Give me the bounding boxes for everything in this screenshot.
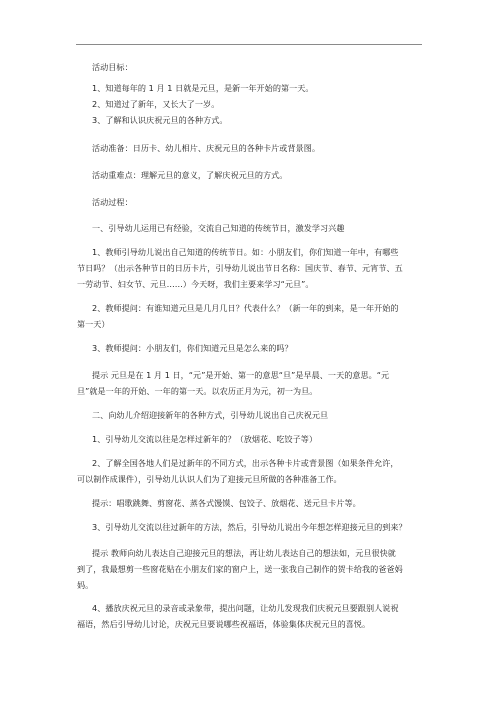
paragraph-line: 可以制作成课件），引导幼儿认识人们为了迎接元旦所做的各种准备工作。: [77, 474, 342, 484]
part-one-heading: 一、引导幼儿运用已有经验，交流自己知道的传统节日，激发学习兴趣: [92, 223, 345, 233]
paragraph-line: 2、教师提问：有谁知道元旦是几月几日？代表什么？（新一年的到来，是一年开始的: [92, 303, 399, 313]
paragraph-line: 提示 元旦是在 1 月 1 日，“元”是开始、第一的意思“旦”是早晨、一天的意思。“元: [92, 370, 390, 380]
paragraph-line: 1、引导幼儿交流以往是怎样过新年的？（放烟花、吃饺子等）: [92, 434, 318, 444]
section-heading-process: 活动过程：: [92, 197, 133, 207]
header-rule: [76, 44, 422, 45]
paragraph-line: 旦”就是一年的开始、一年的第一天。以农历正月为元，初一为旦。: [77, 386, 318, 396]
paragraph-line: 妈。: [77, 580, 94, 590]
paragraph-line: 福语，然后引导幼儿讨论，庆祝元旦要说哪些祝福语，体验集体庆祝元旦的喜悦。: [77, 619, 371, 629]
paragraph-line: 2、了解全国各地人们是过新年的不同方式，出示各种卡片或背景图（如果条件允许，: [92, 458, 399, 468]
paragraph-line: 第一天）: [77, 319, 110, 329]
section-heading-objectives: 活动目标：: [92, 62, 133, 72]
paragraph-line: 一劳动节、妇女节、元旦……）今天呀，我们主要来学习“元旦”。: [77, 279, 314, 289]
paragraph-line: 提示：唱歌跳舞、剪窗花、蒸各式馒馍、包饺子、放烟花、送元旦卡片等。: [92, 498, 361, 508]
paragraph-line: 4、播放庆祝元旦的录音或录象带，提出问题，让幼儿发现我们庆祝元旦要跟别人说祝: [92, 603, 399, 613]
paragraph-line: 到了，我最想剪一些窗花贴在小朋友们家的窗户上，送一张我自己制作的贺卡给我的爸爸妈: [77, 564, 403, 574]
key-points-line: 活动重难点：理解元旦的意义，了解庆祝元旦的方式。: [92, 170, 288, 180]
paragraph-line: 提示 教师向幼儿表达自己迎接元旦的想法，再让幼儿表达自己的想法如，元旦很快就: [92, 548, 396, 558]
paragraph-line: 3、引导幼儿交流以往过新年的方法，然后，引导幼儿说出今年想怎样迎接元旦的到来？: [92, 522, 407, 532]
part-two-heading: 二、向幼儿介绍迎接新年的各种方式，引导幼儿说出自己庆祝元旦: [92, 410, 329, 420]
objective-item: 3、了解和认识庆祝元旦的各种方式。: [92, 115, 228, 125]
paragraph-line: 3、教师提问：小朋友们，你们知道元旦是怎么来的吗？: [92, 343, 293, 353]
paragraph-line: 1、教师引导幼儿说出自己知道的传统节日。如：小朋友们，你们知道一年中，有哪些: [92, 247, 399, 257]
objective-item: 2、知道过了新年，又长大了一岁。: [92, 99, 220, 109]
preparation-line: 活动准备：日历卡、幼儿相片、庆祝元旦的各种卡片或背景图。: [92, 143, 321, 153]
objective-item: 1、知道每年的 1 月 1 日就是元旦，是新一年开始的第一天。: [92, 83, 314, 93]
paragraph-line: 节日吗？（出示各种节日的日历卡片，引导幼儿说出节日名称：国庆节、春节、元宵节、五: [77, 263, 403, 273]
